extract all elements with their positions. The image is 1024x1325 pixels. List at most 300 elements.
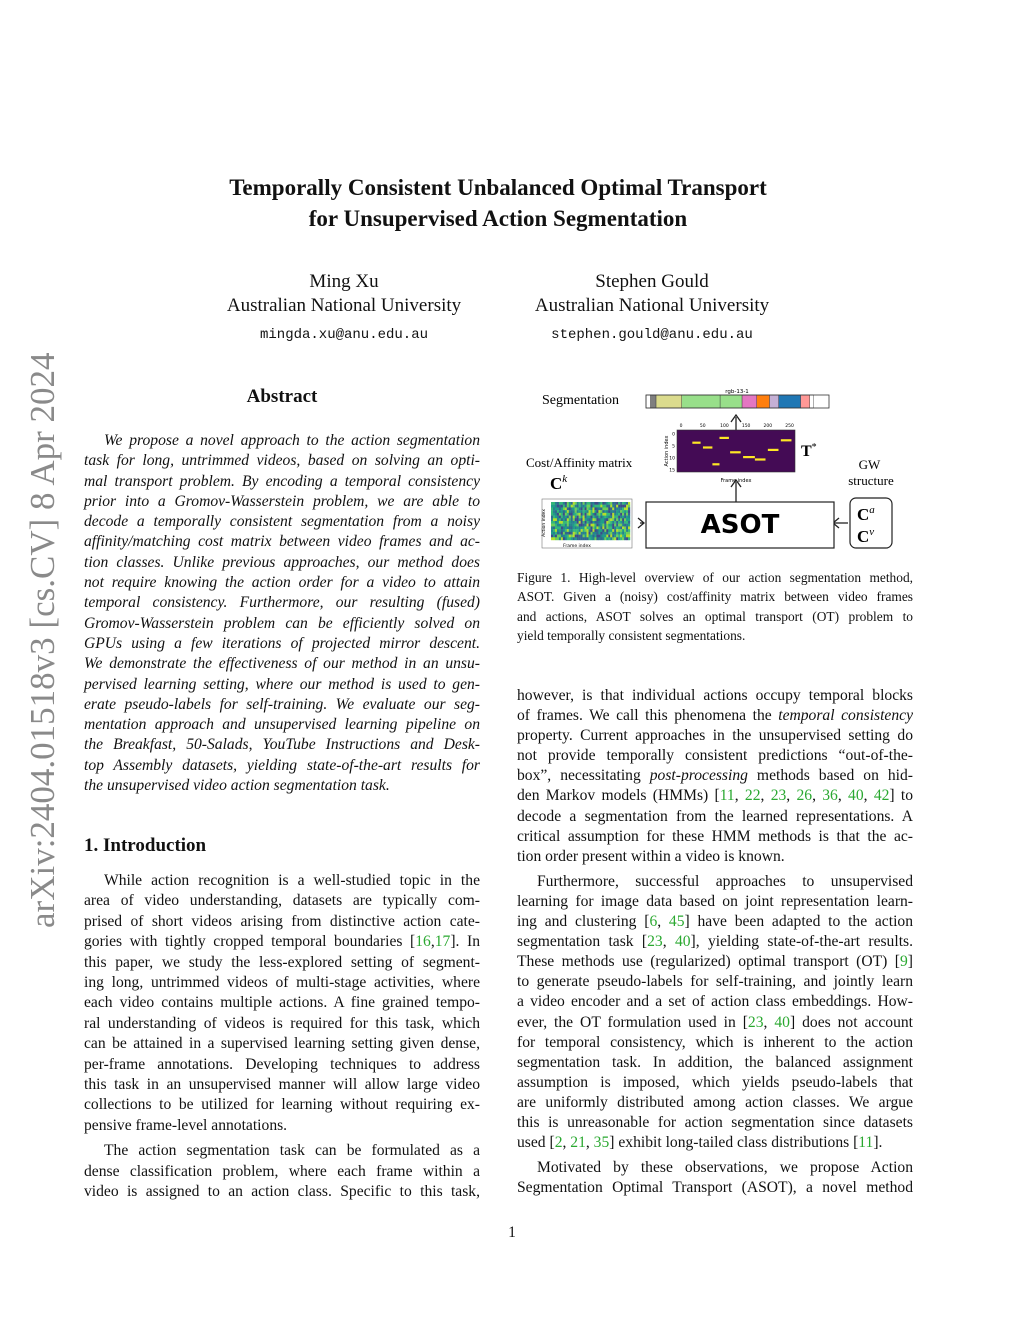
heatmap-cell: [577, 518, 579, 521]
segment: [770, 395, 779, 408]
text-run: ,: [562, 1134, 571, 1152]
ca-base: C: [857, 505, 870, 524]
heatmap-cell: [612, 518, 614, 521]
heatmap-cell: [589, 518, 591, 521]
heatmap-cell: [553, 516, 555, 519]
heatmap-cell: [598, 518, 600, 521]
heatmap-cell: [606, 518, 608, 521]
heatmap-cell: [596, 502, 598, 505]
citation-link[interactable]: 17: [434, 933, 451, 951]
heatmap-cell: [563, 521, 565, 524]
heatmap-cell: [610, 505, 612, 508]
heatmap-cell: [592, 507, 594, 510]
heatmap-cell: [559, 532, 561, 535]
heatmap-cell: [592, 532, 594, 535]
heatmap-cell: [551, 502, 553, 505]
text-run: ].: [873, 1134, 883, 1152]
heatmap-cell: [563, 516, 565, 519]
abstract-line: task for long, untrimmed videos, based on solving an opti-: [84, 452, 480, 470]
text-run: box”, necessitating: [517, 767, 650, 785]
citation-link[interactable]: 6: [649, 913, 658, 931]
heatmap-cell: [573, 505, 575, 508]
heatmap-cell: [624, 505, 626, 508]
heatmap-cell: [596, 513, 598, 516]
heatmap-cell: [602, 537, 604, 540]
heatmap-cell: [553, 518, 555, 521]
heatmap-cell: [583, 513, 585, 516]
heatmap-cell: [565, 537, 567, 540]
heatmap-cell: [612, 529, 614, 532]
citation-link[interactable]: 36: [822, 787, 838, 805]
citation-link[interactable]: 40: [848, 787, 864, 805]
text-run: however, is that individual actions occupy temporal blocks: [517, 687, 913, 704]
heatmap-cell: [561, 505, 563, 508]
heatmap-cell: [575, 535, 577, 538]
heatmap-cell: [569, 532, 571, 535]
heatmap-cell: [596, 505, 598, 508]
heatmap-cell: [583, 507, 585, 510]
heatmap-cell: [604, 535, 606, 538]
heatmap-cell: [598, 532, 600, 535]
heatmap-cell: [553, 505, 555, 508]
heatmap-cell: [567, 507, 569, 510]
heatmap-cell: [573, 524, 575, 527]
heatmap-cell: [626, 510, 628, 513]
heatmap-cell: [569, 526, 571, 529]
heatmap-cell: [626, 505, 628, 508]
heatmap-cell: [598, 513, 600, 516]
heatmap-cell: [616, 518, 618, 521]
heatmap-cell: [624, 529, 626, 532]
heatmap-cell: [573, 526, 575, 529]
segment: [646, 395, 651, 408]
x-tick-label: 100: [720, 424, 729, 429]
emphasis-text: post-processing: [649, 767, 748, 785]
heatmap-cell: [589, 524, 591, 527]
paragraph: [517, 872, 913, 1153]
heatmap-cell: [622, 502, 624, 505]
heatmap-cell: [563, 505, 565, 508]
heatmap-cell: [614, 521, 616, 524]
text-run: assumption is imposed, which yields pseudo-labels that: [517, 1073, 913, 1091]
heatmap-cell: [616, 521, 618, 524]
heatmap-cell: [567, 526, 569, 529]
citation-link[interactable]: 35: [593, 1134, 610, 1152]
text-line: [517, 746, 913, 766]
heatmap-cell: [575, 521, 577, 524]
heatmap-cell: [555, 513, 557, 516]
title-line-1: Temporally Consistent Unbalanced Optimal Transport: [229, 175, 767, 200]
heatmap-cell: [602, 505, 604, 508]
heatmap-cell: [553, 532, 555, 535]
heatmap-cell: [626, 502, 628, 505]
heatmap-cell: [596, 537, 598, 540]
author-email[interactable]: stephen.gould@anu.edu.au: [551, 327, 753, 343]
text-line: [517, 1073, 913, 1093]
heatmap-cell: [602, 529, 604, 532]
author-email[interactable]: mingda.xu@anu.edu.au: [259, 327, 429, 343]
heatmap-cell: [620, 524, 622, 527]
heatmap-cell: [555, 521, 557, 524]
heatmap-cell: [565, 513, 567, 516]
heatmap-cell: [573, 521, 575, 524]
heatmap-cell: [587, 505, 589, 508]
heatmap-cell: [589, 505, 591, 508]
heatmap-cell: [581, 507, 583, 510]
heatmap-cell: [620, 521, 622, 524]
heatmap-cell: [594, 537, 596, 540]
text-run: to generate pseudo-labels for self-training, and jointly learn: [517, 973, 913, 991]
heatmap-cell: [604, 513, 606, 516]
heatmap-cell: [626, 516, 628, 519]
heatmap-cell: [557, 526, 559, 529]
cost-affinity-heatmap: [541, 499, 632, 549]
heatmap-cell: [565, 521, 567, 524]
text-line: [517, 686, 913, 706]
heatmap-cell: [575, 507, 577, 510]
heatmap-cell: [557, 537, 559, 540]
abstract-heading: Abstract: [246, 386, 318, 407]
heatmap-cell: [559, 507, 561, 510]
heatmap-cell: [579, 537, 581, 540]
text-line: [517, 912, 913, 932]
heatmap-cell: [600, 513, 602, 516]
text-line: [84, 973, 480, 993]
heatmap-cell: [594, 510, 596, 513]
heatmap-cell: [614, 502, 616, 505]
text-line: [517, 872, 913, 892]
heatmap-cell: [602, 518, 604, 521]
text-line: [517, 892, 913, 912]
heatmap-cell: [620, 507, 622, 510]
heatmap-cell: [571, 507, 573, 510]
heatmap-cell: [602, 521, 604, 524]
heatmap-cell: [573, 537, 575, 540]
heatmap-cell: [577, 516, 579, 519]
heatmap-cell: [608, 505, 610, 508]
heatmap-cell: [571, 526, 573, 529]
heatmap-cell: [624, 516, 626, 519]
citation-link[interactable]: 40: [674, 933, 691, 951]
heatmap-cell: [575, 537, 577, 540]
heatmap-cell: [585, 505, 587, 508]
heatmap-cell: [610, 532, 612, 535]
citation-link[interactable]: 9: [900, 953, 908, 971]
heatmap-cell: [553, 535, 555, 538]
heatmap-cell: [600, 535, 602, 538]
text-line: [517, 847, 913, 867]
text-run: area of video understanding, datasets are typically com-: [84, 892, 480, 910]
heatmap-cell: [583, 526, 585, 529]
heatmap-cell: [585, 513, 587, 516]
heatmap-cell: [577, 524, 579, 527]
heatmap-cell: [557, 535, 559, 538]
citation-link[interactable]: 23: [647, 933, 663, 951]
text-run: ] have been adapted to the action: [684, 913, 913, 931]
heatmap-cell: [616, 526, 618, 529]
text-line: [517, 807, 913, 827]
citation-link[interactable]: 21: [570, 1134, 586, 1152]
heatmap-cell: [612, 507, 614, 510]
heatmap-cell: [575, 510, 577, 513]
heatmap-cell: [561, 502, 563, 505]
heatmap-cell: [624, 535, 626, 538]
heatmap-cell: [596, 526, 598, 529]
citation-link[interactable]: 16: [415, 933, 431, 951]
heatmap-cell: [557, 518, 559, 521]
heatmap-cell: [608, 507, 610, 510]
heatmap-cell: [557, 507, 559, 510]
heatmap-cell: [622, 535, 624, 538]
heatmap-cell: [594, 516, 596, 519]
heatmap-cell: [553, 524, 555, 527]
heatmap-cell: [555, 516, 557, 519]
heatmap-cell: [600, 507, 602, 510]
ck-symbol: [550, 473, 568, 493]
heatmap-cell: [573, 518, 575, 521]
heatmap-cell: [561, 526, 563, 529]
heatmap-cell: [620, 535, 622, 538]
heatmap-cell: [600, 532, 602, 535]
text-run: The action segmentation task can be formulated as a: [104, 1142, 480, 1160]
heatmap-cell: [565, 516, 567, 519]
citation-link[interactable]: 40: [774, 1013, 790, 1031]
heatmap-cell: [600, 502, 602, 505]
heatmap-cell: [551, 526, 553, 529]
heatmap-cell: [561, 521, 563, 524]
text-run: this is unreasonable for action segmentation since datasets: [517, 1113, 913, 1131]
heatmap-cell: [628, 535, 630, 538]
heatmap-cell: [598, 510, 600, 513]
text-run: ral understanding of videos is required for this task, which: [84, 1014, 480, 1032]
abstract-line: Gromov-Wasserstein problem can be efficiently solved on: [84, 614, 480, 632]
heatmap-cell: [579, 524, 581, 527]
heatmap-cell: [594, 524, 596, 527]
heatmap-cell: [624, 510, 626, 513]
heatmap-cell: [612, 535, 614, 538]
heatmap-cell: [585, 524, 587, 527]
citation-link[interactable]: 26: [796, 787, 813, 805]
heatmap-cell: [579, 513, 581, 516]
heatmap-cell: [557, 521, 559, 524]
heatmap-cell: [589, 526, 591, 529]
segmentation-bar-title: rgb-13-1: [725, 389, 749, 395]
paragraph: [84, 1141, 480, 1202]
heatmap-cell: [602, 516, 604, 519]
t-star-symbol: [801, 442, 817, 460]
text-line: [517, 827, 913, 847]
abstract-line: affinity/matching cost matrix between video frames and ac-: [84, 533, 480, 551]
heatmap-cell: [596, 510, 598, 513]
text-run: property. Current approaches in the unsupervised setting do: [517, 727, 913, 745]
heatmap-cell: [610, 521, 612, 524]
heatmap-cell: [591, 513, 593, 516]
citation-link[interactable]: 11: [719, 787, 735, 805]
heatmap-cell: [622, 537, 624, 540]
heatmap-cell: [583, 524, 585, 527]
heatmap-cell: [606, 516, 608, 519]
heatmap-cell: [581, 502, 583, 505]
heatmap-cell: [614, 518, 616, 521]
text-line: [517, 952, 913, 972]
heatmap-cell: [579, 529, 581, 532]
heatmap-cell: [551, 521, 553, 524]
text-run: decode a segmentation from the learned representations. A: [517, 807, 913, 825]
heatmap-cell: [626, 535, 628, 538]
heatmap-cell: [571, 521, 573, 524]
heatmap-cell: [612, 505, 614, 508]
heatmap-cell: [581, 518, 583, 521]
heatmap-cell: [594, 535, 596, 538]
transport-bar: [743, 456, 755, 458]
heatmap-cell: [559, 516, 561, 519]
citation-link[interactable]: 22: [744, 787, 761, 805]
heatmap-cell: [606, 507, 608, 510]
transport-heatmap-xlabel: Frame index: [720, 478, 752, 484]
heatmap-cell: [575, 526, 577, 529]
heatmap-cell: [614, 505, 616, 508]
caption-line: and actions, ASOT solves an optimal transport (OT) problem to: [517, 608, 913, 624]
heatmap-cell: [589, 537, 591, 540]
heatmap-cell: [598, 507, 600, 510]
asot-label: ASOT: [700, 510, 780, 540]
heatmap-cell: [573, 529, 575, 532]
heatmap-cell: [618, 532, 620, 535]
text-run: a video encoder and a set of action class embeddings. How-: [517, 993, 913, 1011]
heatmap-cell: [561, 516, 563, 519]
heatmap-cell: [555, 532, 557, 535]
heatmap-cell: [606, 521, 608, 524]
heatmap-cell: [573, 502, 575, 505]
text-run: prised of short videos arising from distinctive action cate-: [84, 912, 480, 930]
heatmap-cell: [606, 526, 608, 529]
heatmap-cell: [624, 507, 626, 510]
heatmap-cell: [622, 516, 624, 519]
heatmap-cell: [561, 518, 563, 521]
heatmap-cell: [561, 535, 563, 538]
heatmap-cell: [589, 521, 591, 524]
heatmap-cell: [592, 526, 594, 529]
heatmap-cell: [608, 502, 610, 505]
heatmap-cell: [612, 526, 614, 529]
abstract-line: temporal consistency. Furthermore, our resulting (fused): [84, 594, 480, 612]
heatmap-cell: [608, 535, 610, 538]
heatmap-cell: [551, 513, 553, 516]
text-line: [517, 992, 913, 1012]
heatmap-cell: [626, 532, 628, 535]
transport-bar: [692, 442, 700, 444]
heatmap-cell: [628, 505, 630, 508]
heatmap-cell: [555, 507, 557, 510]
heatmap-cell: [622, 507, 624, 510]
heatmap-cell: [594, 529, 596, 532]
text-run: ,: [786, 787, 797, 805]
heatmap-cell: [622, 526, 624, 529]
heatmap-cell: [604, 507, 606, 510]
heatmap-cell: [628, 518, 630, 521]
heatmap-cell: [557, 502, 559, 505]
heatmap-cell: [561, 532, 563, 535]
heatmap-cell: [589, 513, 591, 516]
heatmap-cell: [551, 529, 553, 532]
heatmap-cell: [592, 535, 594, 538]
heatmap-cell: [551, 532, 553, 535]
heatmap-cell: [606, 524, 608, 527]
heatmap-cell: [555, 526, 557, 529]
figure-1-diagram: [520, 384, 912, 556]
heatmap-cell: [581, 510, 583, 513]
heatmap-cell: [567, 513, 569, 516]
heatmap-cell: [559, 526, 561, 529]
heatmap-cell: [581, 532, 583, 535]
text-line: [517, 1113, 913, 1133]
text-run: segmentation task. In addition, the balanced assignment: [517, 1053, 913, 1071]
heatmap-cell: [583, 510, 585, 513]
citation-link[interactable]: 42: [873, 787, 890, 805]
text-run: ,: [430, 933, 435, 951]
heatmap-cell: [569, 505, 571, 508]
heatmap-cell: [557, 532, 559, 535]
text-line: [517, 1133, 913, 1153]
heatmap-cell: [592, 521, 594, 524]
heatmap-cell: [591, 535, 593, 538]
ck-base: C: [550, 474, 563, 493]
heatmap-cell: [553, 513, 555, 516]
citation-link[interactable]: 23: [770, 787, 787, 805]
heatmap-cell: [591, 502, 593, 505]
heatmap-cell: [618, 513, 620, 516]
text-line: [84, 993, 480, 1013]
heatmap-cell: [592, 524, 594, 527]
text-line: [84, 1141, 480, 1161]
heatmap-cell: [591, 537, 593, 540]
heatmap-cell: [573, 535, 575, 538]
heatmap-cell: [602, 524, 604, 527]
citation-link[interactable]: 2: [554, 1134, 563, 1152]
t-base: T: [801, 443, 812, 460]
heatmap-cell: [592, 505, 594, 508]
text-run: this paper, we study the less-explored setting of segment-: [84, 953, 480, 971]
heatmap-cell: [596, 535, 598, 538]
heatmap-cell: [575, 516, 577, 519]
heatmap-cell: [563, 526, 565, 529]
heatmap-cell: [571, 502, 573, 505]
heatmap-cell: [618, 516, 620, 519]
heatmap-cell: [563, 524, 565, 527]
paragraph: [517, 686, 913, 867]
heatmap-cell: [624, 513, 626, 516]
heatmap-cell: [573, 532, 575, 535]
transport-bar: [781, 439, 792, 441]
heatmap-cell: [559, 535, 561, 538]
heatmap-cell: [618, 510, 620, 513]
citation-link[interactable]: 45: [668, 913, 685, 931]
heatmap-cell: [594, 507, 596, 510]
heatmap-cell: [579, 502, 581, 505]
text-run: pensive frame-level annotations.: [84, 1116, 288, 1134]
citation-link[interactable]: 11: [858, 1134, 874, 1152]
heatmap-cell: [569, 537, 571, 540]
text-run: dense classification problem, where each frame within a: [84, 1162, 480, 1180]
text-line: [517, 1053, 913, 1073]
citation-link[interactable]: 23: [747, 1013, 764, 1031]
heatmap-cell: [618, 505, 620, 508]
heatmap-cell: [620, 502, 622, 505]
heatmap-cell: [616, 505, 618, 508]
text-line: [517, 1158, 913, 1178]
y-tick-label: 0: [672, 432, 675, 438]
transport-bar: [755, 458, 766, 460]
